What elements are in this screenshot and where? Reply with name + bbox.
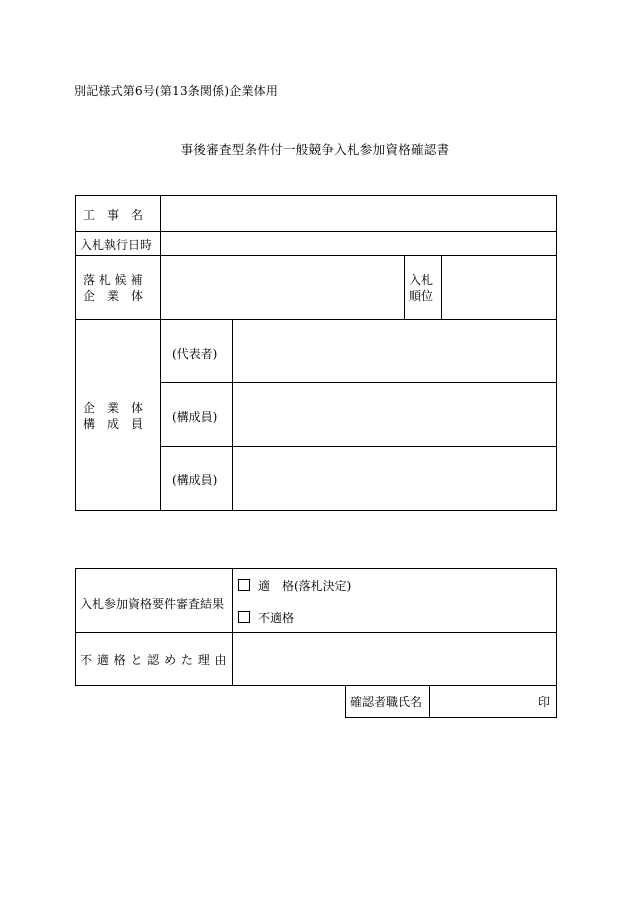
bid-rank-field[interactable]: [443, 257, 555, 317]
reason-label: 不 適 格 と 認 め た 理 由: [80, 653, 228, 667]
reason-field[interactable]: [234, 634, 554, 684]
representative-field[interactable]: [234, 321, 554, 380]
member2-label: (構成員): [172, 473, 218, 487]
confirmer-label: 確認者職氏名: [350, 695, 423, 709]
qualified-option[interactable]: [238, 577, 351, 594]
bid-date-label: 入札執行日時: [80, 238, 153, 252]
construction-name-field[interactable]: [162, 197, 554, 229]
consortium-members-label: [83, 400, 155, 432]
unqualified-option-label: 不適格: [258, 611, 295, 625]
result-label: 入札参加資格要件審査結果: [80, 597, 225, 611]
representative-label: (代表者): [172, 347, 218, 361]
candidate-field[interactable]: [162, 257, 402, 317]
consortium-label-line1: 企 業 体: [83, 401, 144, 415]
candidate-label-line1: 落 札 候 補: [83, 273, 143, 287]
seal-mark: 印: [538, 695, 551, 709]
unqualified-option[interactable]: [238, 609, 294, 626]
qualified-checkbox[interactable]: [238, 579, 250, 591]
consortium-label-line2: 構 成 員: [83, 417, 144, 431]
document-title: 事後審査型条件付一般競争入札参加資格確認書: [180, 142, 450, 157]
member1-label: (構成員): [172, 410, 218, 424]
construction-name-label: 工 事 名: [83, 208, 144, 222]
bid-rank-label: [409, 272, 433, 304]
candidate-label: [83, 272, 143, 304]
member1-field[interactable]: [234, 384, 554, 444]
bid-rank-line2: 順位: [409, 289, 434, 303]
bid-rank-line1: 入札: [409, 273, 434, 287]
qualified-option-label: 適 格(落札決定): [258, 579, 352, 593]
candidate-label-line2: 企 業 体: [83, 289, 144, 303]
member2-field[interactable]: [234, 448, 554, 508]
confirmer-name-field[interactable]: [431, 687, 531, 715]
form-number-label: 別記様式第6号(第13条関係)企業体用: [74, 84, 279, 98]
bid-date-field[interactable]: [162, 233, 554, 253]
unqualified-checkbox[interactable]: [238, 611, 250, 623]
